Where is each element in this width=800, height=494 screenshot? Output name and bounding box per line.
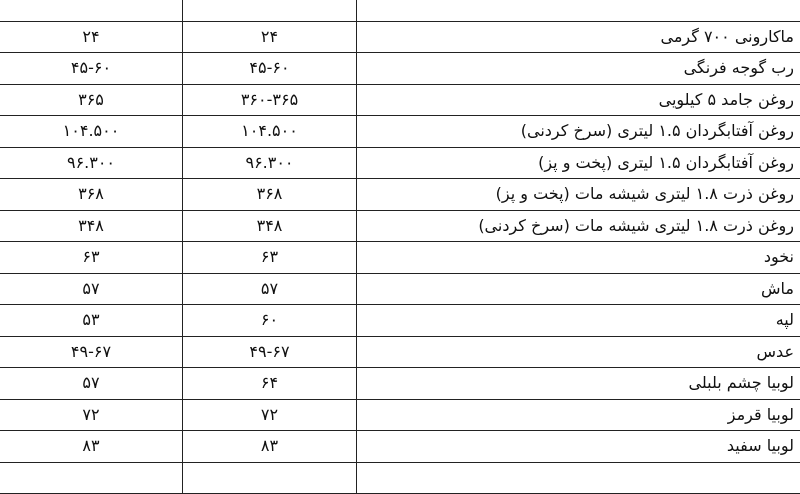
item-name-cell: لپه: [357, 305, 800, 337]
price-cell-b: [0, 0, 183, 21]
price-cell-b: ۳۶۵: [0, 84, 183, 116]
table-row: [0, 431, 800, 463]
price-cell-a: ۳۶۰-۳۶۵: [183, 84, 357, 116]
price-cell-b: ۲۴: [0, 21, 183, 53]
table-row: [0, 305, 800, 337]
table-row: [0, 210, 800, 242]
price-cell-a: [183, 462, 357, 494]
item-name-cell: لوبیا قرمز: [357, 399, 800, 431]
price-cell-a: ۴۹-۶۷: [183, 336, 357, 368]
table-row: [0, 336, 800, 368]
item-name-cell: روغن ذرت ۱.۸ لیتری شیشه مات (پخت و پز): [357, 179, 800, 211]
price-cell-b: ۳۶۸: [0, 179, 183, 211]
item-name-cell: رب گوجه فرنگی: [357, 53, 800, 85]
price-cell-a: ۱۰۴.۵۰۰: [183, 116, 357, 148]
price-cell-a: ۳۴۸: [183, 210, 357, 242]
price-cell-b: ۷۲: [0, 399, 183, 431]
price-cell-b: ۵۷: [0, 273, 183, 305]
item-name-cell: لوبیا سفید: [357, 431, 800, 463]
price-cell-b: ۶۳: [0, 242, 183, 274]
price-cell-b: ۱۰۴.۵۰۰: [0, 116, 183, 148]
item-name-cell: ماش: [357, 273, 800, 305]
table-row: [0, 242, 800, 274]
price-cell-b: [0, 462, 183, 494]
item-name-cell: روغن جامد ۵ کیلویی: [357, 84, 800, 116]
item-name-cell: [357, 462, 800, 494]
price-cell-b: ۵۷: [0, 368, 183, 400]
price-cell-b: ۸۳: [0, 431, 183, 463]
price-cell-a: ۶۰: [183, 305, 357, 337]
price-cell-a: ۳۶۸: [183, 179, 357, 211]
item-name-cell: لوبیا چشم بلبلی: [357, 368, 800, 400]
table-row: [0, 0, 800, 21]
price-cell-a: ۲۴: [183, 21, 357, 53]
price-cell-b: ۵۳: [0, 305, 183, 337]
table-row: [0, 84, 800, 116]
item-name-cell: عدس: [357, 336, 800, 368]
table-row: [0, 179, 800, 211]
table-row: [0, 116, 800, 148]
item-name-cell: [357, 0, 800, 21]
item-name-cell: روغن آفتابگردان ۱.۵ لیتری (سرخ کردنی): [357, 116, 800, 148]
item-name-cell: روغن آفتابگردان ۱.۵ لیتری (پخت و پز): [357, 147, 800, 179]
price-cell-a: ۹۶.۳۰۰: [183, 147, 357, 179]
price-cell-b: ۴۵-۶۰: [0, 53, 183, 85]
table-row: [0, 21, 800, 53]
table-row: [0, 368, 800, 400]
item-name-cell: روغن ذرت ۱.۸ لیتری شیشه مات (سرخ کردنی): [357, 210, 800, 242]
item-name-cell: نخود: [357, 242, 800, 274]
price-cell-a: ۵۷: [183, 273, 357, 305]
price-cell-b: ۳۴۸: [0, 210, 183, 242]
table-row: [0, 273, 800, 305]
item-name-cell: ماکارونی ۷۰۰ گرمی: [357, 21, 800, 53]
price-cell-a: ۶۴: [183, 368, 357, 400]
price-cell-a: ۶۳: [183, 242, 357, 274]
price-cell-a: [183, 0, 357, 21]
price-cell-a: ۸۳: [183, 431, 357, 463]
table-row: [0, 462, 800, 494]
price-cell-a: ۴۵-۶۰: [183, 53, 357, 85]
price-cell-a: ۷۲: [183, 399, 357, 431]
price-cell-b: ۴۹-۶۷: [0, 336, 183, 368]
price-cell-b: ۹۶.۳۰۰: [0, 147, 183, 179]
table-row: [0, 53, 800, 85]
table-row: [0, 399, 800, 431]
table-row: [0, 147, 800, 179]
